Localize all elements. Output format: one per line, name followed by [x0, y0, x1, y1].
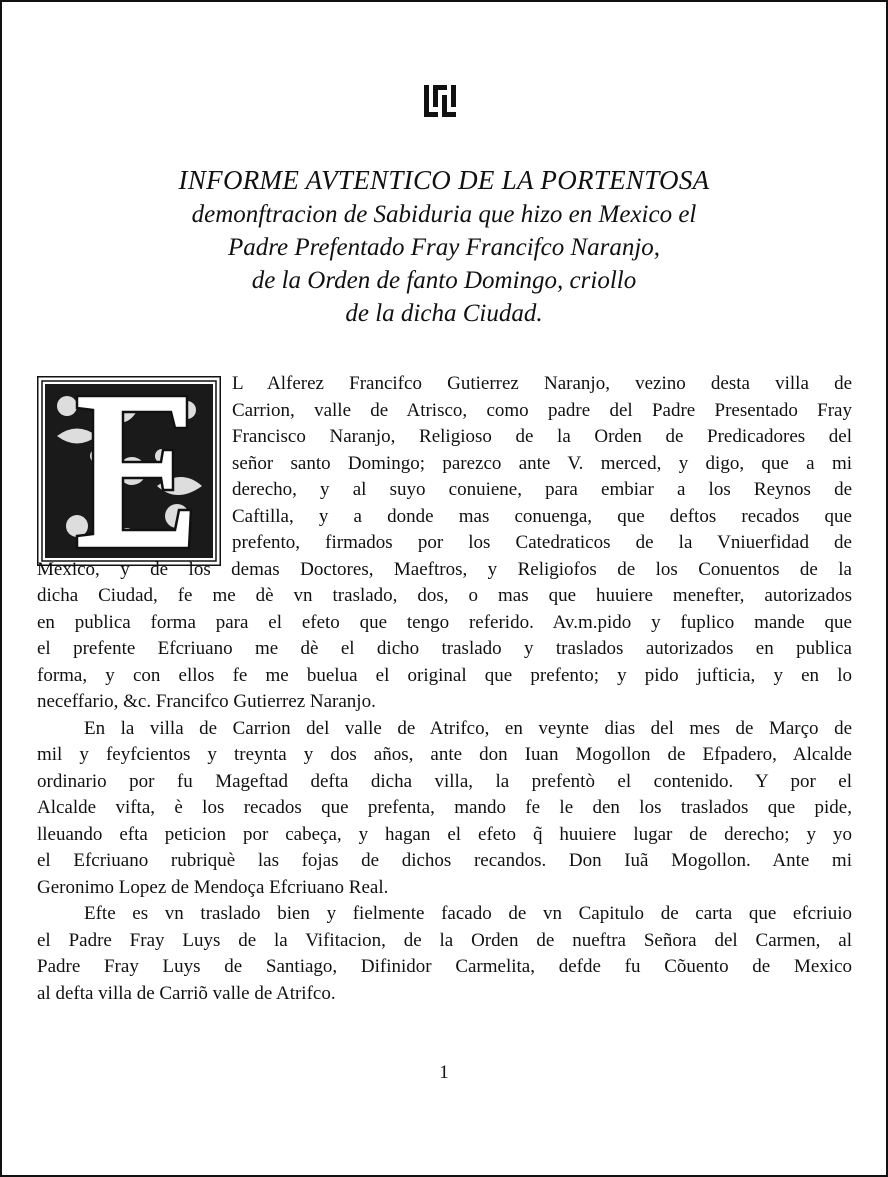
- paragraph-2-line: el Efcriuano rubriquè las fojas de dichos recandos. Don Iuã Mogollon. Ante mi: [37, 850, 852, 871]
- paragraph-2-line: En la villa de Carrion del valle de Atrifco, en veynte dias del mes de Março de: [84, 717, 852, 739]
- paragraph-1-line: Caftilla, y a donde mas conuenga, que deftos recados que: [232, 505, 852, 527]
- paragraph-1-line: Carrion, valle de Atrisco, como padre del Padre Presentado Fray: [232, 399, 852, 421]
- title-line-5: de la dicha Ciudad.: [345, 300, 543, 327]
- paragraph-1-line: forma, y con ellos fe me buelua el original que prefento; y pido jufticia, y en lo: [37, 664, 852, 686]
- document-title: [62, 162, 826, 330]
- paragraph-1-line: derecho, y al suyo conuiene, para embiar a los Reynos de: [232, 479, 852, 500]
- paragraph-3-line: Efte es vn traslado bien y fielmente facado de vn Capitulo de carta que efcriuio: [84, 903, 852, 924]
- paragraph-1-line: señor santo Domingo; parezco ante V. merced, y digo, que a mi: [232, 452, 852, 474]
- paragraph-2-line: Alcalde vifta, è los recados que prefenta, mando fe le den los traslados que pide,: [37, 797, 852, 818]
- paragraph-1-line: L Alferez Francifco Gutierrez Naranjo, vezino desta villa de: [232, 373, 852, 394]
- page-number: 1: [439, 1062, 449, 1083]
- body-text: [37, 371, 852, 1007]
- paragraph-1-line: dicha Ciudad, fe me dè vn traslado, dos, o mas que huuiere menefter, autorizados: [37, 585, 852, 606]
- paragraph-2-line: Geronimo Lopez de Mendoça Efcriuano Real.: [37, 876, 389, 898]
- paragraph-3-line: Padre Fray Luys de Santiago, Difinidor Carmelita, defde fu Cõuento de Mexico: [37, 956, 852, 977]
- paragraph-2-line: mil y feyfcientos y treynta y dos años, ante don Iuan Mogollon de Efpadero, Alcalde: [37, 744, 852, 765]
- fret-ornament-icon: [423, 84, 457, 118]
- title-line-2: demonftracion de Sabiduria que hizo en Mexico el: [191, 201, 697, 228]
- paragraph-3-line: al defta villa de Carriõ valle de Atrifco.: [37, 982, 336, 1004]
- title-line-1: INFORME AVTENTICO DE LA PORTENTOSA: [178, 165, 710, 195]
- title-line-3: Padre Prefentado Fray Francifco Naranjo,: [227, 234, 661, 261]
- paragraph-3-line: el Padre Fray Luys de la Vifitacion, de la Orden de nueftra Señora del Carmen, al: [37, 929, 852, 951]
- paragraph-2-line: lleuando efta peticion por cabeça, y hagan el efeto q̃ huuiere lugar de derecho; y yo: [37, 823, 852, 845]
- paragraph-1-line: Mexico, y de los demas Doctores, Maeftros, y Religiofos de los Conuentos de la: [37, 558, 852, 580]
- paragraph-1-line: Francisco Naranjo, Religioso de la Orden de Predicadores del: [232, 426, 852, 447]
- paragraph-1-line: neceffario, &c. Francifco Gutierrez Naranjo.: [37, 691, 376, 712]
- paragraph-2-line: ordinario por fu Mageftad defta dicha villa, la prefentò el contenido. Y por el: [37, 770, 852, 792]
- paragraph-1-line: en publica forma para el efeto que tengo referido. Av.m.pido y fuplico mande que: [37, 611, 852, 633]
- paragraph-1-line: prefento, firmados por los Catedraticos de la Vniuerfidad de: [232, 532, 852, 553]
- paragraph-1-line: el prefente Efcriuano me dè el dicho traslado y traslados autorizados en publica: [37, 638, 852, 659]
- title-line-4: de la Orden de fanto Domingo, criollo: [251, 267, 637, 294]
